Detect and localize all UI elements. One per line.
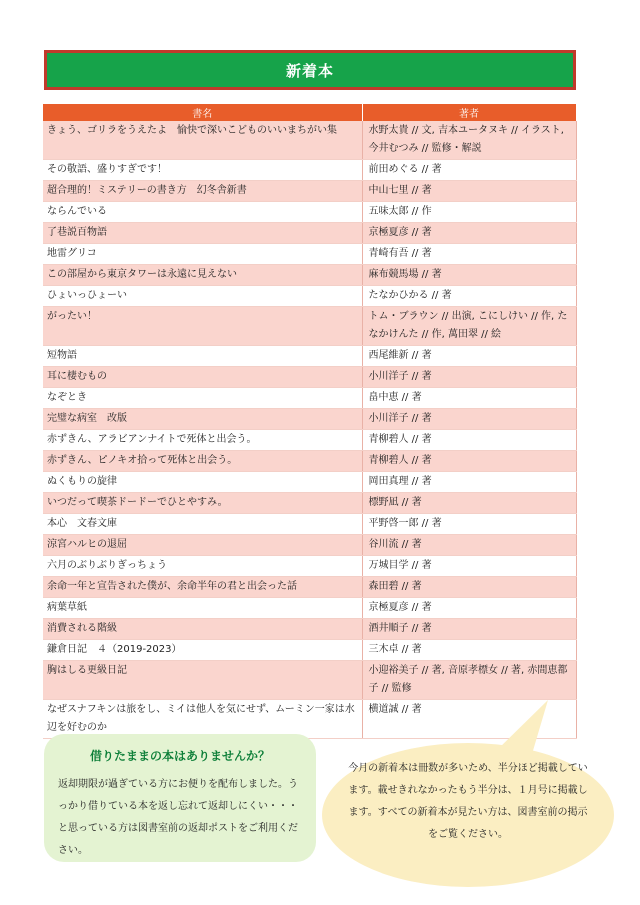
book-title-cell: この部屋から東京タワーは永遠に見えない xyxy=(43,265,362,286)
table-row xyxy=(43,286,576,307)
new-books-table xyxy=(43,104,577,739)
book-title-cell: いつだって喫茶ドードーでひとやすみ。 xyxy=(43,493,362,514)
table-body xyxy=(43,121,576,739)
book-author-cell: 中山七里 // 著 xyxy=(362,181,576,202)
table-row xyxy=(43,223,576,244)
book-title-cell: 消費される階級 xyxy=(43,619,362,640)
book-title-cell: ぬくもりの旋律 xyxy=(43,472,362,493)
book-title-cell: ひょいっひょーい xyxy=(43,286,362,307)
book-author-cell: 京極夏彦 // 著 xyxy=(362,598,576,619)
table-row xyxy=(43,514,576,535)
book-author-cell: 京極夏彦 // 著 xyxy=(362,223,576,244)
book-author-cell: 酒井順子 // 著 xyxy=(362,619,576,640)
overdue-notice-panel xyxy=(44,734,316,862)
book-author-cell: 西尾維新 // 著 xyxy=(362,346,576,367)
table-row xyxy=(43,202,576,223)
table-row xyxy=(43,367,576,388)
table-row xyxy=(43,619,576,640)
book-author-cell: 畠中恵 // 著 xyxy=(362,388,576,409)
book-author-cell: 標野凪 // 著 xyxy=(362,493,576,514)
book-title-cell: 完璧な病室 改版 xyxy=(43,409,362,430)
column-header-title: 書名 xyxy=(43,104,362,121)
book-author-cell: 麻布競馬場 // 著 xyxy=(362,265,576,286)
column-header-author: 著者 xyxy=(362,104,576,121)
table-row xyxy=(43,265,576,286)
book-title-cell: 本心 文春文庫 xyxy=(43,514,362,535)
book-author-cell: 五味太郎 // 作 xyxy=(362,202,576,223)
book-title-cell: 赤ずきん、アラビアンナイトで死体と出会う。 xyxy=(43,430,362,451)
book-author-cell: 谷川流 // 著 xyxy=(362,535,576,556)
table-row xyxy=(43,160,576,181)
table-row xyxy=(43,577,576,598)
book-author-cell: 平野啓一郎 // 著 xyxy=(362,514,576,535)
table-header-row xyxy=(43,104,576,121)
book-author-cell: 青柳碧人 // 著 xyxy=(362,451,576,472)
book-author-cell: 水野太貴 // 文, 吉本ユータヌキ // イラスト, 今井むつみ // 監修・解説 xyxy=(362,121,576,160)
table-row xyxy=(43,598,576,619)
table-row xyxy=(43,181,576,202)
book-author-cell: トム・ブラウン // 出演, こにしけい // 作, たなかけんた // 作, 萬田翠 // 絵 xyxy=(362,307,576,346)
page-title-banner xyxy=(44,50,576,90)
new-books-notice-body: 今月の新着本は冊数が多いため、半分ほど掲載しています。載せきれなかったもう半分は、１月号に掲載します。すべての新着本が見たい方は、図書室前の掲示をご覧ください。 xyxy=(348,763,588,840)
book-author-cell: 小川洋子 // 著 xyxy=(362,409,576,430)
table-row xyxy=(43,409,576,430)
book-title-cell: 短物語 xyxy=(43,346,362,367)
table-row xyxy=(43,451,576,472)
table-row xyxy=(43,121,576,160)
book-title-cell: 涼宮ハルヒの退屈 xyxy=(43,535,362,556)
book-title-cell: 六月のぶりぶりぎっちょう xyxy=(43,556,362,577)
table-row xyxy=(43,535,576,556)
book-author-cell: 前田めぐる // 著 xyxy=(362,160,576,181)
book-title-cell: なぜスナフキンは旅をし、ミイは他人を気にせず、ムーミン一家は水辺を好むのか xyxy=(43,700,362,739)
book-author-cell: 横道誠 // 著 xyxy=(362,700,576,739)
page-title: 新着本 xyxy=(285,61,334,80)
book-title-cell: 超合理的！ミステリーの書き方 幻冬舎新書 xyxy=(43,181,362,202)
book-title-cell: 余命一年と宣告された僕が、余命半年の君と出会った話 xyxy=(43,577,362,598)
table-row xyxy=(43,472,576,493)
book-title-cell: ならんでいる xyxy=(43,202,362,223)
table-row xyxy=(43,244,576,265)
table-row xyxy=(43,493,576,514)
table-row xyxy=(43,307,576,346)
table-row xyxy=(43,556,576,577)
book-title-cell: 赤ずきん、ピノキオ拾って死体と出会う。 xyxy=(43,451,362,472)
book-author-cell: 岡田真理 // 著 xyxy=(362,472,576,493)
table-row xyxy=(43,388,576,409)
book-title-cell: 鎌倉日記 ４（2019-2023） xyxy=(43,640,362,661)
book-author-cell: 三木卓 // 著 xyxy=(362,640,576,661)
book-author-cell: たなかひかる // 著 xyxy=(362,286,576,307)
book-title-cell: がったい！ xyxy=(43,307,362,346)
book-title-cell: 地雷グリコ xyxy=(43,244,362,265)
book-title-cell: なぞとき xyxy=(43,388,362,409)
book-title-cell: きょう、ゴリラをうえたよ 愉快で深いこどものいいまちがい集 xyxy=(43,121,362,160)
table-row xyxy=(43,640,576,661)
table-row xyxy=(43,430,576,451)
book-author-cell: 青柳碧人 // 著 xyxy=(362,430,576,451)
book-title-cell: 病葉草紙 xyxy=(43,598,362,619)
book-author-cell: 森田碧 // 著 xyxy=(362,577,576,598)
book-author-cell: 小川洋子 // 著 xyxy=(362,367,576,388)
book-author-cell: 小迎裕美子 // 著, 音原孝標女 // 著, 赤間恵都子 // 監修 xyxy=(362,661,576,700)
book-author-cell: 青崎有吾 // 著 xyxy=(362,244,576,265)
book-title-cell: その敬語、盛りすぎです！ xyxy=(43,160,362,181)
book-title-cell: 胸はしる更級日記 xyxy=(43,661,362,700)
overdue-notice-title: 借りたままの本はありませんか？ xyxy=(89,749,270,763)
book-title-cell: 了巷説百物語 xyxy=(43,223,362,244)
book-title-cell: 耳に棲むもの xyxy=(43,367,362,388)
table-row xyxy=(43,346,576,367)
overdue-notice-body: 返却期限が過ぎている方にお便りを配布しました。うっかり借りている本を返し忘れて返却しにくい・・・と思っている方は図書室前の返却ポストをご利用ください。 xyxy=(58,779,298,856)
book-author-cell: 万城目学 // 著 xyxy=(362,556,576,577)
